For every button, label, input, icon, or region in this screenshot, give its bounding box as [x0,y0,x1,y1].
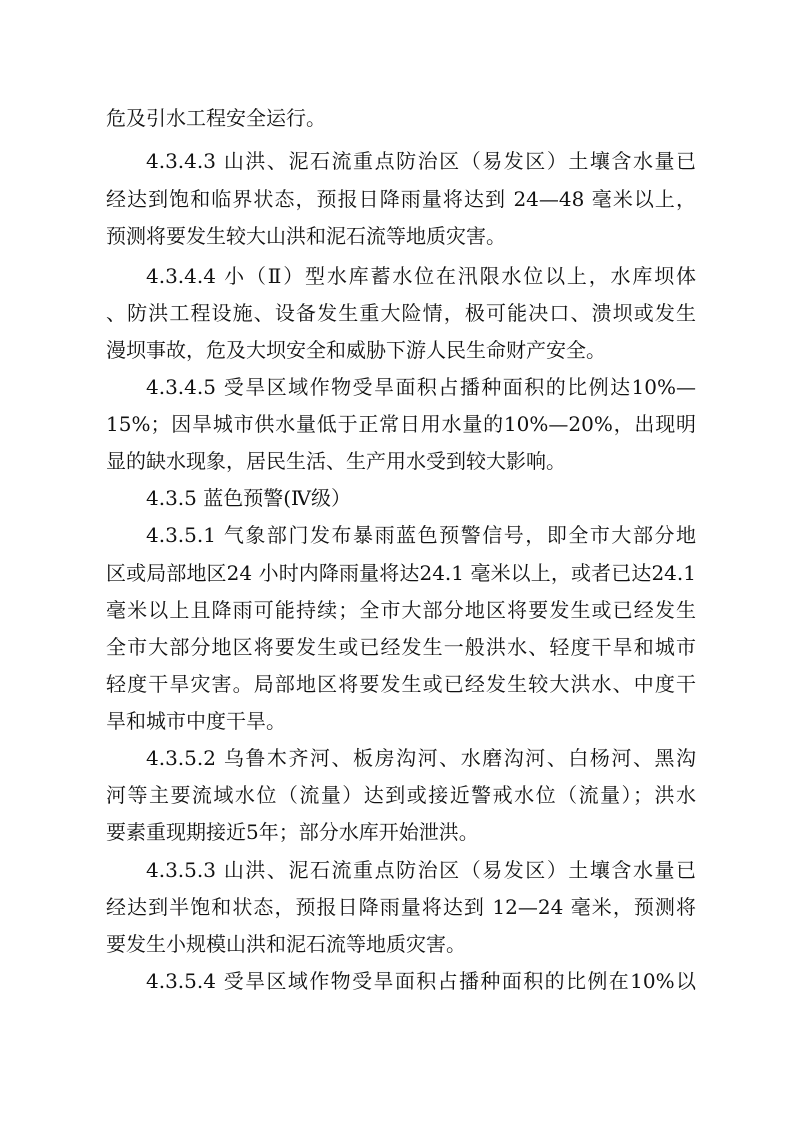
text-line: 漫坝事故，危及大坝安全和威胁下游人民生命财产安全。 [106,338,606,362]
text-line: 预测将要发生较大山洪和泥石流等地质灾害。 [106,224,506,248]
clause-4-3-4-3: 4.3.4.3 山洪、泥石流重点防治区（易发区）土壤含水量已 [146,149,696,173]
text-line: 毫米以上且降雨可能持续；全市大部分地区将要发生或已经发生 [106,598,696,622]
clause-4-3-5-1: 4.3.5.1 气象部门发布暴雨蓝色预警信号，即全市大部分地 [146,523,696,547]
clause-4-3-4-5: 4.3.4.5 受旱区域作物受旱面积占播种面积的比例达10%— [146,375,696,399]
text-line: 全市大部分地区将要发生或已经发生一般洪水、轻度干旱和城市 [106,635,696,659]
clause-4-3-5-3: 4.3.5.3 山洪、泥石流重点防治区（易发区）土壤含水量已 [146,858,696,882]
text-line: 旱和城市中度干旱。 [106,709,286,733]
clause-4-3-4-4: 4.3.4.4 小（Ⅱ）型水库蓄水位在汛限水位以上，水库坝体 [146,264,696,288]
text-line: 要素重现期接近5年；部分水库开始泄洪。 [106,820,479,844]
text-line: 、防洪工程设施、设备发生重大险情，极可能决口、溃坝或发生 [106,301,696,325]
text-line: 15%；因旱城市供水量低于正常日用水量的10%—20%，出现明 [106,412,696,436]
text-line: 危及引水工程安全运行。 [106,106,326,130]
text-line: 显的缺水现象，居民生活、生产用水受到较大影响。 [106,449,566,473]
text-line: 轻度干旱灾害。局部地区将要发生或已经发生较大洪水、中度干 [106,672,696,696]
clause-4-3-5-2: 4.3.5.2 乌鲁木齐河、板房沟河、水磨沟河、白杨河、黑沟 [146,746,696,770]
text-line: 经达到半饱和状态，预报日降雨量将达到 12—24 毫米，预测将 [106,895,696,919]
text-line: 河等主要流域水位（流量）达到或接近警戒水位（流量）；洪水 [106,783,696,807]
text-line: 要发生小规模山洪和泥石流等地质灾害。 [106,932,466,956]
clause-4-3-5-4: 4.3.5.4 受旱区域作物受旱面积占播种面积的比例在10%以 [146,969,696,993]
text-line: 经达到饱和临界状态，预报日降雨量将达到 24—48 毫米以上， [106,187,696,211]
section-heading-4-3-5: 4.3.5 蓝色预警(Ⅳ级） [146,486,352,510]
text-line: 区或局部地区24 小时内降雨量将达24.1 毫米以上，或者已达24.1 [106,561,696,585]
